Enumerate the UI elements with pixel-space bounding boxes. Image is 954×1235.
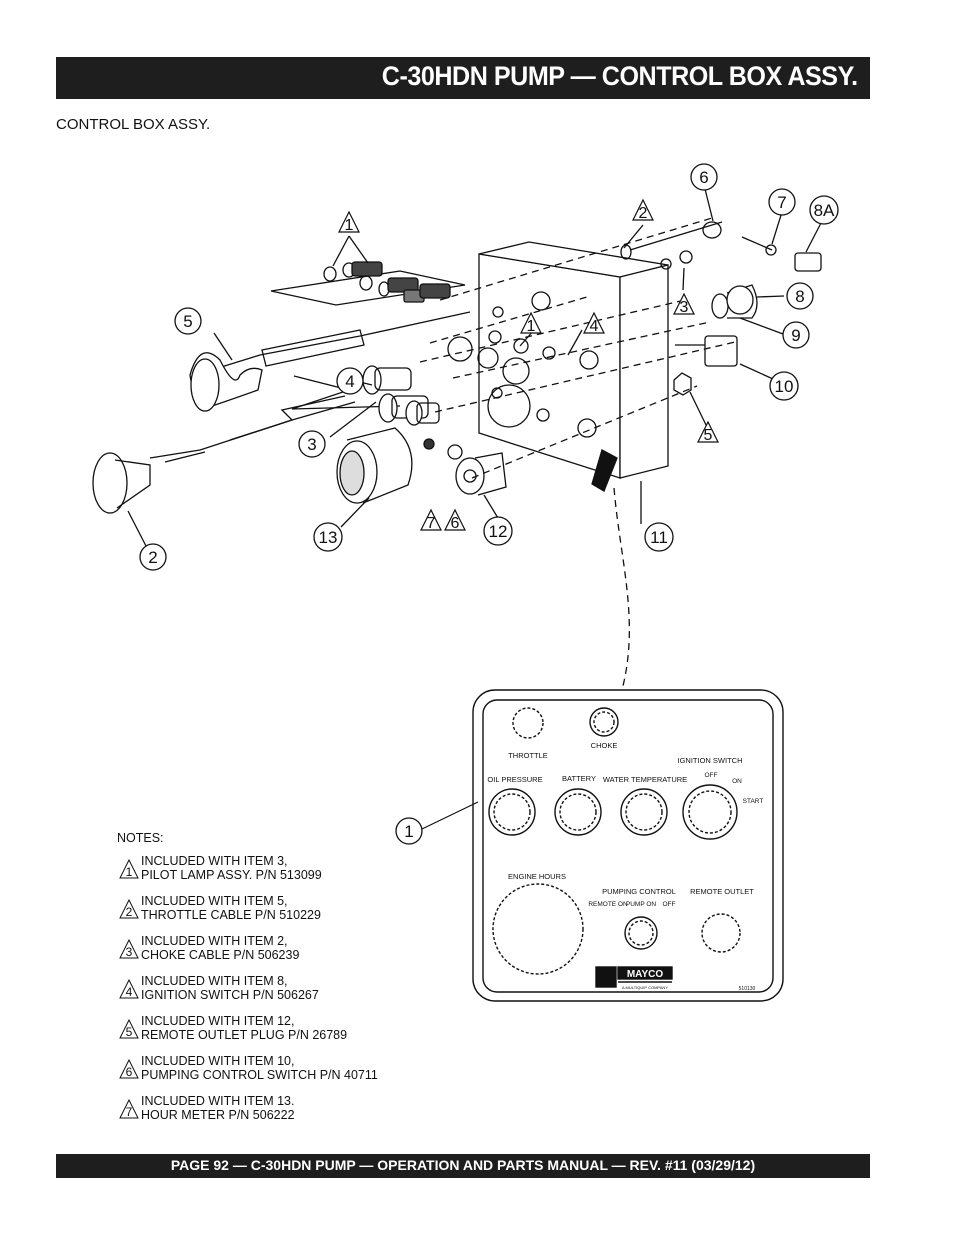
section-subtitle: CONTROL BOX ASSY. (56, 116, 211, 133)
callout-13: 13 (318, 528, 338, 547)
note-line1: INCLUDED WITH ITEM 8, (141, 974, 288, 988)
triangle-note-4: 4 (589, 318, 599, 335)
triangle-note-1b: 1 (526, 318, 536, 335)
note-line2: IGNITION SWITCH P/N 506267 (141, 988, 319, 1002)
note-triangle-icon (119, 899, 139, 919)
note-item (117, 1014, 417, 1054)
panel-ign-on-label: ON (732, 778, 742, 785)
panel-battery-label: BATTERY (562, 774, 596, 783)
callout-3: 3 (307, 435, 317, 454)
panel-remote-on-label: REMOTE ON (588, 901, 628, 908)
panel-brand-sub: A MULTIQUIP COMPANY (621, 985, 669, 990)
triangle-note-1a: 1 (344, 217, 354, 234)
callout-8a: 8A (813, 201, 835, 220)
triangle-note-5: 5 (703, 427, 713, 444)
note-triangle-icon (119, 1019, 139, 1039)
triangle-note-7: 7 (426, 515, 436, 532)
triangle-note-6: 6 (450, 515, 460, 532)
panel-ign-start-label: START (742, 798, 764, 805)
callout-11: 11 (650, 528, 668, 547)
note-number: 1 (125, 865, 133, 879)
notes-section (117, 831, 417, 1134)
note-line1: INCLUDED WITH ITEM 10, (141, 1054, 295, 1068)
callout-8: 8 (795, 287, 805, 306)
note-number: 2 (125, 905, 133, 919)
control-box-front (479, 254, 620, 478)
panel-part-number: 510130 (738, 986, 756, 992)
panel-oil-pressure-label: OIL PRESSURE (487, 775, 543, 784)
callout-5: 5 (183, 312, 193, 331)
note-line2: REMOTE OUTLET PLUG P/N 26789 (141, 1028, 348, 1042)
note-triangle-icon (119, 979, 139, 999)
callout-10: 10 (774, 377, 794, 396)
note-triangle-icon (119, 939, 139, 959)
triangle-note-2: 2 (638, 205, 648, 222)
note-line1: INCLUDED WITH ITEM 12, (141, 1014, 295, 1028)
note-line2: THROTTLE CABLE P/N 510229 (141, 908, 321, 922)
note-triangle-icon (119, 1059, 139, 1079)
callout-9: 9 (791, 326, 801, 345)
note-number: 6 (125, 1065, 133, 1079)
panel-water-temp-label: WATER TEMPERATURE (602, 775, 688, 784)
note-line1: INCLUDED WITH ITEM 5, (141, 894, 288, 908)
control-box-side (620, 265, 668, 478)
note-line1: INCLUDED WITH ITEM 3, (141, 854, 288, 868)
triangle-note-3: 3 (679, 299, 689, 316)
notes-title: NOTES: (117, 831, 164, 845)
panel-pump-on-label: PUMP ON (625, 901, 657, 908)
note-item (117, 894, 417, 934)
panel-remote-outlet-label: REMOTE OUTLET (690, 887, 754, 896)
note-line1: INCLUDED WITH ITEM 13. (141, 1094, 295, 1108)
note-triangle-icon (119, 859, 139, 879)
control-panel-decal (473, 690, 783, 1001)
note-number: 4 (125, 985, 133, 999)
callout-12: 12 (488, 522, 508, 541)
note-triangle-icon (119, 1099, 139, 1119)
note-line2: CHOKE CABLE P/N 506239 (141, 948, 300, 962)
panel-ign-off-label: OFF (704, 772, 718, 779)
callout-2: 2 (148, 548, 158, 567)
page-title: C-30HDN PUMP — CONTROL BOX ASSY. (382, 61, 858, 91)
note-line2: PUMPING CONTROL SWITCH P/N 40711 (141, 1068, 378, 1082)
note-item (117, 1054, 417, 1094)
panel-engine-hours-label: ENGINE HOURS (508, 872, 566, 881)
panel-choke-label: CHOKE (590, 741, 618, 750)
callout-6: 6 (699, 168, 709, 187)
page-footer-bar (56, 1154, 870, 1178)
note-line2: HOUR METER P/N 506222 (141, 1108, 295, 1122)
note-line2: PILOT LAMP ASSY. P/N 513099 (141, 868, 322, 882)
panel-pumping-control-label: PUMPING CONTROL (602, 887, 676, 896)
note-item (117, 854, 417, 894)
callout-4: 4 (345, 372, 355, 391)
note-item (117, 974, 417, 1014)
panel-brand-logo: MAYCO (626, 969, 664, 980)
page-footer-text: PAGE 92 — C-30HDN PUMP — OPERATION AND PARTS MANUAL — REV. #11 (03/29/12) (170, 1157, 756, 1173)
note-number: 7 (125, 1105, 133, 1119)
note-number: 5 (125, 1025, 133, 1039)
panel-ignition-label: IGNITION SWITCH (677, 756, 743, 765)
note-number: 3 (125, 945, 133, 959)
panel-throttle-label: THROTTLE (508, 751, 548, 760)
note-line1: INCLUDED WITH ITEM 2, (141, 934, 288, 948)
callout-7: 7 (777, 193, 787, 212)
note-item (117, 934, 417, 974)
panel-off-label: OFF (662, 901, 676, 908)
note-item (117, 1094, 417, 1134)
callout-1: 1 (404, 822, 414, 841)
